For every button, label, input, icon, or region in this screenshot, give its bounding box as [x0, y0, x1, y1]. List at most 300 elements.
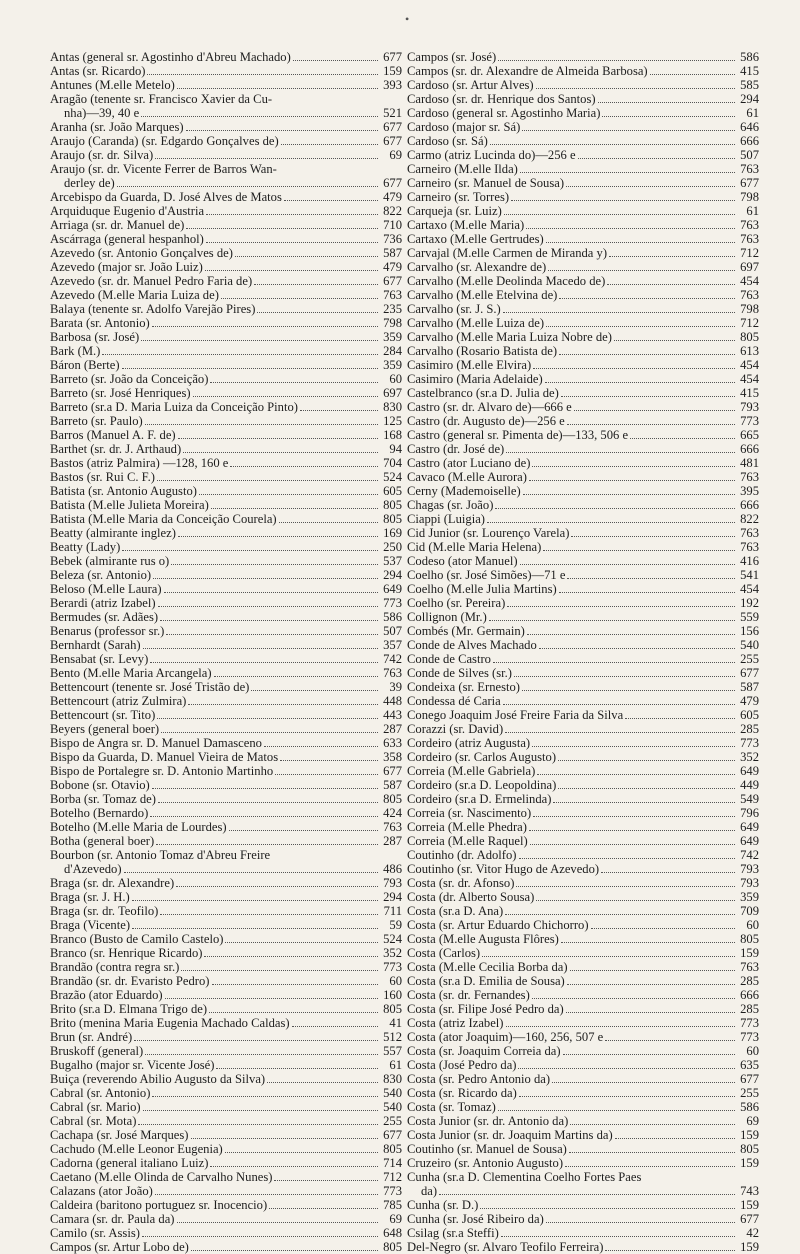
dot-leader: [292, 1025, 378, 1027]
entry-page-number: 357: [383, 638, 402, 652]
entry-page-number: 168: [383, 428, 402, 442]
dot-leader: [216, 1067, 378, 1069]
entry-page-number: 714: [383, 1156, 402, 1170]
entry-page-number: 793: [740, 400, 759, 414]
index-entry: [407, 680, 759, 694]
entry-page-number: 559: [740, 610, 759, 624]
dot-leader: [507, 605, 735, 607]
entry-page-number: 454: [740, 274, 759, 288]
entry-page-number: 805: [383, 792, 402, 806]
entry-name: Cunha (sr.a D. Clementina Coelho Fortes Paes: [407, 1170, 642, 1184]
entry-name: Barbosa (sr. José): [50, 330, 140, 344]
entry-name: Bugalho (major sr. Vicente José): [50, 1058, 215, 1072]
dot-leader: [279, 521, 378, 523]
index-entry: [407, 862, 759, 876]
index-entry: [50, 316, 402, 330]
index-entry: [50, 848, 402, 876]
entry-page-number: 785: [383, 1198, 402, 1212]
index-entry: [407, 498, 759, 512]
index-entry: [407, 526, 759, 540]
entry-page-number: 763: [383, 820, 402, 834]
dot-leader: [570, 1123, 735, 1125]
entry-page-number: 586: [740, 1100, 759, 1114]
index-entry: [50, 1240, 402, 1254]
index-entry: [407, 932, 759, 946]
entry-page-number: 61: [746, 106, 759, 120]
dot-leader: [625, 717, 735, 719]
entry-page-number: 763: [740, 540, 759, 554]
entry-page-number: 169: [383, 526, 402, 540]
index-entry: [407, 764, 759, 778]
entry-page-number: 822: [740, 512, 759, 526]
dot-leader: [141, 339, 378, 341]
entry-name: Cordeiro (sr.a D. Ermelinda): [407, 792, 552, 806]
index-entry: [50, 624, 402, 638]
entry-page-number: 42: [746, 1226, 759, 1240]
index-entry: [50, 988, 402, 1002]
index-entry: [407, 806, 759, 820]
entry-page-number: 287: [383, 722, 402, 736]
entry-name: Balaya (tenente sr. Adolfo Varejão Pires): [50, 302, 256, 316]
entry-name: Berardi (atriz Izabel): [50, 596, 156, 610]
dot-leader: [225, 1151, 378, 1153]
dot-leader: [122, 367, 378, 369]
entry-name: Bettencourt (tenente sr. José Tristão de): [50, 680, 250, 694]
index-entry: [50, 792, 402, 806]
entry-name: Carqueja (sr. Luiz): [407, 204, 502, 218]
entry-page-number: 156: [740, 624, 759, 638]
dot-leader: [214, 675, 378, 677]
entry-page-number: 586: [383, 610, 402, 624]
entry-page-number: 250: [383, 540, 402, 554]
entry-name: Bastos (sr. Rui C. F.): [50, 470, 156, 484]
dot-leader: [157, 717, 378, 719]
entry-name: Costa (sr. Filipe José Pedro da): [407, 1002, 564, 1016]
dot-leader: [158, 605, 378, 607]
dot-leader: [176, 885, 378, 887]
entry-name: Csilag (sr.a Steffi): [407, 1226, 499, 1240]
dot-leader: [138, 1123, 378, 1125]
entry-page-number: 613: [740, 344, 759, 358]
dot-leader: [567, 577, 735, 579]
dot-leader: [143, 647, 378, 649]
entry-page-number: 159: [740, 946, 759, 960]
index-entry: [50, 946, 402, 960]
entry-page-number: 763: [740, 960, 759, 974]
entry-page-number: 793: [740, 862, 759, 876]
dot-leader: [210, 381, 378, 383]
index-entry: [407, 1156, 759, 1170]
entry-name: Batista (M.elle Maria da Conceição Courela): [50, 512, 277, 526]
index-entry: [50, 932, 402, 946]
dot-leader: [505, 913, 735, 915]
entry-page-number: 677: [383, 274, 402, 288]
index-entry: [50, 246, 402, 260]
dot-leader: [630, 437, 735, 439]
entry-page-number: 805: [740, 932, 759, 946]
entry-name: Araujo (Caranda) (sr. Edgardo Gonçalves de): [50, 134, 279, 148]
index-entry: [50, 1184, 402, 1198]
index-entry: [407, 316, 759, 330]
entry-page-number: 587: [383, 778, 402, 792]
entry-name: Brandão (contra regra sr.): [50, 960, 180, 974]
index-entry: [50, 1198, 402, 1212]
entry-page-number: 395: [740, 484, 759, 498]
entry-name: Brun (sr. André): [50, 1030, 133, 1044]
entry-name: Benarus (professor sr.): [50, 624, 165, 638]
entry-page-number: 605: [740, 708, 759, 722]
dot-leader: [559, 353, 735, 355]
index-entry: [50, 400, 402, 414]
dot-leader: [166, 633, 378, 635]
entry-name: Báron (Berte): [50, 358, 120, 372]
dot-leader: [605, 1039, 735, 1041]
entry-page-number: 704: [383, 456, 402, 470]
entry-name: Azevedo (major sr. João Luiz): [50, 260, 203, 274]
entry-page-number: 805: [383, 1142, 402, 1156]
entry-page-number: 449: [740, 778, 759, 792]
entry-page-number: 61: [389, 1058, 402, 1072]
entry-page-number: 677: [383, 50, 402, 64]
index-entry: [407, 666, 759, 680]
dot-leader: [183, 451, 378, 453]
dot-leader: [186, 129, 378, 131]
entry-name: Chagas (sr. João): [407, 498, 494, 512]
dot-leader: [205, 269, 378, 271]
index-entry: [407, 274, 759, 288]
index-entry: [407, 1114, 759, 1128]
dot-leader: [537, 773, 735, 775]
dot-leader: [519, 1095, 735, 1097]
entry-name: Arquiduque Eugenio d'Austria: [50, 204, 205, 218]
dot-leader: [561, 941, 735, 943]
entry-page-number: 69: [389, 1212, 402, 1226]
entry-name: Cid (M.elle Maria Helena): [407, 540, 542, 554]
index-entry: [407, 512, 759, 526]
entry-page-number: 649: [383, 582, 402, 596]
entry-name: Brito (menina Maria Eugenia Machado Caldas): [50, 1016, 290, 1030]
index-entry: [407, 106, 759, 120]
index-entry: [50, 806, 402, 820]
entry-page-number: 557: [383, 1044, 402, 1058]
entry-page-number: 415: [740, 386, 759, 400]
entry-page-number: 677: [383, 120, 402, 134]
dot-leader: [267, 1081, 378, 1083]
dot-leader: [506, 451, 735, 453]
dot-leader: [186, 227, 378, 229]
entry-name: Batista (M.elle Julieta Moreira): [50, 498, 209, 512]
entry-page-number: 454: [740, 358, 759, 372]
entry-page-number: 646: [740, 120, 759, 134]
dot-leader: [532, 997, 735, 999]
entry-name: Coutinho (dr. Adolfo): [407, 848, 517, 862]
entry-name: Coelho (sr. Pereira): [407, 596, 506, 610]
entry-name: Bourbon (sr. Antonio Tomaz d'Abreu Freire: [50, 848, 271, 862]
entry-page-number: 294: [740, 92, 759, 106]
index-entry: [50, 554, 402, 568]
dot-leader: [552, 1081, 735, 1083]
entry-page-number: 294: [383, 890, 402, 904]
entry-name: Campos (sr. Artur Lobo de): [50, 1240, 189, 1254]
entry-name: Barreto (sr. Paulo): [50, 414, 143, 428]
dot-leader: [191, 1137, 379, 1139]
dot-leader: [602, 115, 735, 117]
index-entry: [50, 540, 402, 554]
dot-leader: [539, 647, 735, 649]
entry-page-number: 648: [383, 1226, 402, 1240]
index-entry: [407, 92, 759, 106]
entry-name: Caldeira (baritono portuguez sr. Inocencio): [50, 1198, 268, 1212]
entry-page-number: 677: [383, 176, 402, 190]
entry-page-number: 605: [383, 484, 402, 498]
dot-leader: [498, 1109, 735, 1111]
entry-name: Aranha (sr. João Marques): [50, 120, 184, 134]
index-entry: [50, 1100, 402, 1114]
entry-name: Carvalho (sr. Alexandre de): [407, 260, 547, 274]
entry-name: Costa (ator Joaquim)—160, 256, 507 e: [407, 1030, 604, 1044]
entry-name: Borba (sr. Tomaz de): [50, 792, 156, 806]
entry-name-continuation: nha)—39, 40 e: [64, 106, 140, 120]
entry-name: Bastos (atriz Palmira) —128, 160 e: [50, 456, 229, 470]
entry-name: Castro (dr. Augusto de)—256 e: [407, 414, 565, 428]
index-entry: [50, 428, 402, 442]
entry-page-number: 697: [740, 260, 759, 274]
entry-page-number: 830: [383, 400, 402, 414]
entry-name: Aragão (tenente sr. Francisco Xavier da Cu-: [50, 92, 273, 106]
entry-name: Conde de Alves Machado: [407, 638, 537, 652]
entry-page-number: 448: [383, 694, 402, 708]
entry-page-number: 773: [740, 736, 759, 750]
entry-name: Bernhardt (Sarah): [50, 638, 141, 652]
entry-page-number: 586: [740, 50, 759, 64]
index-entry: [407, 1044, 759, 1058]
entry-name-continuation: derley de): [64, 176, 115, 190]
entry-name: Barreto (sr.a D. Maria Luiza da Conceição Pinto): [50, 400, 298, 414]
index-entry: [50, 708, 402, 722]
entry-page-number: 454: [740, 582, 759, 596]
dot-leader: [536, 899, 735, 901]
entry-page-number: 255: [383, 1114, 402, 1128]
index-entry: [407, 638, 759, 652]
dot-leader: [566, 185, 735, 187]
entry-page-number: 159: [383, 64, 402, 78]
entry-name: Braga (sr. J. H.): [50, 890, 130, 904]
index-entry: [407, 330, 759, 344]
entry-page-number: 822: [383, 204, 402, 218]
dot-leader: [519, 857, 736, 859]
dot-leader: [191, 1249, 378, 1251]
index-entry: [50, 78, 402, 92]
index-entry: [50, 442, 402, 456]
entry-page-number: 710: [383, 218, 402, 232]
entry-name: Bebek (almirante rus o): [50, 554, 170, 568]
entry-page-number: 665: [740, 428, 759, 442]
entry-page-number: 287: [383, 834, 402, 848]
index-entry: [407, 1128, 759, 1142]
index-entry: [407, 1002, 759, 1016]
dot-leader: [274, 1179, 378, 1181]
entry-name: Cadorna (general italiano Luiz): [50, 1156, 209, 1170]
entry-name: Castro (ator Luciano de): [407, 456, 531, 470]
entry-page-number: 159: [740, 1198, 759, 1212]
dot-leader: [607, 283, 735, 285]
index-entry: [407, 946, 759, 960]
dot-leader: [206, 213, 378, 215]
dot-leader: [221, 297, 378, 299]
index-entry: [50, 498, 402, 512]
index-entry: [407, 302, 759, 316]
entry-name: Cartaxo (M.elle Gertrudes): [407, 232, 544, 246]
dot-leader: [563, 1053, 735, 1055]
dot-leader: [569, 1151, 735, 1153]
entry-name: Corazzi (sr. David): [407, 722, 504, 736]
index-entry: [407, 568, 759, 582]
index-entry: [50, 820, 402, 834]
index-entry: [407, 736, 759, 750]
entry-name: Camara (sr. dr. Paula da): [50, 1212, 175, 1226]
index-entry: [50, 750, 402, 764]
dot-leader: [530, 843, 735, 845]
dot-leader: [147, 73, 378, 75]
dot-leader: [490, 143, 735, 145]
index-entry: [407, 1058, 759, 1072]
entry-name: Condeixa (sr. Ernesto): [407, 680, 520, 694]
entry-page-number: 736: [383, 232, 402, 246]
index-entry: [407, 1072, 759, 1086]
index-entry: [407, 848, 759, 862]
dot-leader: [493, 661, 735, 663]
index-entry: [407, 694, 759, 708]
entry-name: Braga (Vicente): [50, 918, 131, 932]
index-entry: [407, 260, 759, 274]
index-entry: [407, 148, 759, 162]
index-entry: [407, 64, 759, 78]
entry-name: Ciappi (Luigia): [407, 512, 485, 526]
entry-name: Combés (Mr. Germain): [407, 624, 525, 638]
index-entry: [407, 442, 759, 456]
entry-name: Correia (M.elle Gabriela): [407, 764, 536, 778]
dot-leader: [526, 227, 735, 229]
dot-leader: [482, 955, 735, 957]
dot-leader: [566, 1011, 735, 1013]
dot-leader: [177, 1221, 379, 1223]
index-entry: [407, 988, 759, 1002]
entry-page-number: 125: [383, 414, 402, 428]
dot-leader: [518, 1067, 735, 1069]
entry-name: Bruskoff (general): [50, 1044, 144, 1058]
entry-name: Beloso (M.elle Laura): [50, 582, 162, 596]
entry-name: Bettencourt (sr. Tito): [50, 708, 156, 722]
dot-leader: [102, 353, 378, 355]
index-entry: [407, 792, 759, 806]
entry-page-number: 773: [383, 1184, 402, 1198]
dot-leader: [529, 829, 735, 831]
dot-leader: [578, 157, 735, 159]
dot-leader: [609, 255, 735, 257]
entry-page-number: 798: [740, 190, 759, 204]
entry-name-continuation: da): [421, 1184, 438, 1198]
dot-leader: [522, 129, 735, 131]
dot-leader: [164, 591, 378, 593]
dot-leader: [152, 787, 378, 789]
entry-page-number: 235: [383, 302, 402, 316]
entry-page-number: 649: [740, 764, 759, 778]
entry-page-number: 743: [740, 1184, 759, 1198]
entry-page-number: 159: [740, 1240, 759, 1254]
index-entry: [50, 1058, 402, 1072]
dot-leader: [574, 409, 735, 411]
entry-name: Batista (sr. Antonio Augusto): [50, 484, 197, 498]
index-entry: [50, 470, 402, 484]
dot-leader: [565, 1165, 735, 1167]
entry-page-number: 443: [383, 708, 402, 722]
entry-page-number: 255: [740, 1086, 759, 1100]
entry-page-number: 796: [740, 806, 759, 820]
entry-name: Arcebispo da Guarda, D. José Alves de Matos: [50, 190, 282, 204]
dot-leader: [548, 269, 735, 271]
entry-name: Castro (dr. José de): [407, 442, 505, 456]
entry-page-number: 763: [383, 288, 402, 302]
entry-page-number: 39: [389, 680, 402, 694]
index-entry: [407, 974, 759, 988]
entry-page-number: 540: [383, 1086, 402, 1100]
entry-page-number: 255: [740, 652, 759, 666]
dot-leader: [212, 983, 379, 985]
entry-name: Bispo de Angra sr. D. Manuel Damasceno: [50, 736, 262, 750]
dot-leader: [520, 563, 735, 565]
entry-name: Cordeiro (sr.a D. Leopoldina): [407, 778, 557, 792]
dot-leader: [514, 675, 735, 677]
entry-page-number: 524: [383, 470, 402, 484]
entry-name: Costa (sr. Tomaz): [407, 1100, 496, 1114]
dot-leader: [533, 815, 735, 817]
entry-name: Barthet (sr. dr. J. Arthaud): [50, 442, 182, 456]
entry-name: Cardoso (sr. dr. Henrique dos Santos): [407, 92, 596, 106]
entry-name: Correia (M.elle Raquel): [407, 834, 528, 848]
dot-leader: [264, 745, 378, 747]
dot-leader: [199, 493, 378, 495]
index-entry: [407, 554, 759, 568]
index-entry: [407, 414, 759, 428]
entry-page-number: 649: [740, 834, 759, 848]
dot-leader: [210, 1165, 378, 1167]
entry-name: Cruzeiro (sr. Antonio Augusto): [407, 1156, 564, 1170]
entry-name: Coelho (M.elle Julia Martins): [407, 582, 557, 596]
entry-name: Costa Junior (sr. dr. Joaquim Martins da): [407, 1128, 613, 1142]
entry-page-number: 763: [740, 470, 759, 484]
entry-page-number: 742: [383, 652, 402, 666]
index-entry: [50, 1016, 402, 1030]
index-entry: [50, 1072, 402, 1086]
entry-page-number: 60: [746, 918, 759, 932]
entry-page-number: 697: [383, 386, 402, 400]
entry-name: Conde de Castro: [407, 652, 491, 666]
entry-name: Carvalho (M.elle Maria Luiza Nobre de): [407, 330, 612, 344]
index-entry: [50, 92, 402, 120]
dot-leader: [553, 801, 735, 803]
entry-name: Antas (sr. Ricardo): [50, 64, 146, 78]
dot-leader: [516, 885, 735, 887]
entry-name: Barreto (sr. João da Conceição): [50, 372, 209, 386]
entry-name: Campos (sr. dr. Alexandre de Almeida Barbosa): [407, 64, 648, 78]
dot-leader: [506, 1025, 735, 1027]
entry-name: Conde de Silves (sr.): [407, 666, 512, 680]
index-entry: [407, 218, 759, 232]
entry-name: Araujo (sr. dr. Vicente Ferrer de Barros Wan-: [50, 162, 277, 176]
index-entry: [407, 1170, 759, 1198]
dot-leader: [152, 325, 378, 327]
dot-leader: [157, 479, 378, 481]
